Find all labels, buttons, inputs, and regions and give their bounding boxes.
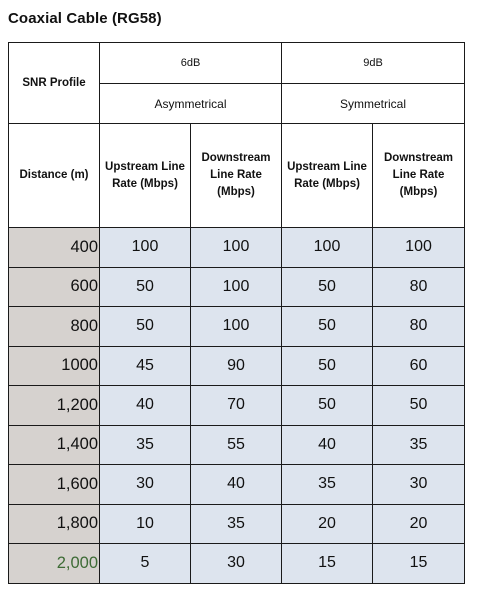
rate-cell: 40 bbox=[100, 386, 191, 426]
table-row bbox=[9, 346, 465, 386]
distance-cell: 1000 bbox=[9, 346, 100, 386]
distance-cell: 1,400 bbox=[9, 425, 100, 465]
rate-cell: 15 bbox=[282, 544, 373, 584]
rate-cell: 20 bbox=[282, 504, 373, 544]
snr-profile-label: SNR Profile bbox=[9, 43, 100, 124]
table-body bbox=[9, 228, 465, 584]
rate-cell: 80 bbox=[373, 307, 465, 347]
rate-cell: 90 bbox=[191, 346, 282, 386]
rate-cell: 10 bbox=[100, 504, 191, 544]
rate-cell: 40 bbox=[191, 465, 282, 505]
snr-6db-header: 6dB bbox=[100, 43, 282, 84]
rate-cell: 20 bbox=[373, 504, 465, 544]
rate-table bbox=[8, 42, 465, 584]
mode-asymmetrical-header: Asymmetrical bbox=[100, 84, 282, 124]
rate-cell: 30 bbox=[100, 465, 191, 505]
rate-cell: 40 bbox=[282, 425, 373, 465]
rate-cell: 35 bbox=[100, 425, 191, 465]
distance-cell: 600 bbox=[9, 267, 100, 307]
rate-cell: 15 bbox=[373, 544, 465, 584]
rate-cell: 50 bbox=[282, 307, 373, 347]
rate-cell: 50 bbox=[282, 386, 373, 426]
mode-symmetrical-header: Symmetrical bbox=[282, 84, 465, 124]
rate-cell: 80 bbox=[373, 267, 465, 307]
rate-cell: 50 bbox=[100, 267, 191, 307]
table-row bbox=[9, 386, 465, 426]
table-row bbox=[9, 425, 465, 465]
page-title: Coaxial Cable (RG58) bbox=[8, 10, 162, 27]
column-header: Upstream Line Rate (Mbps) bbox=[282, 124, 373, 228]
rate-cell: 50 bbox=[373, 386, 465, 426]
distance-column-header: Distance (m) bbox=[9, 124, 100, 228]
table-row bbox=[9, 307, 465, 347]
distance-cell: 1,600 bbox=[9, 465, 100, 505]
rate-cell: 35 bbox=[282, 465, 373, 505]
rate-cell: 70 bbox=[191, 386, 282, 426]
rate-cell: 30 bbox=[373, 465, 465, 505]
distance-cell: 2,000 bbox=[9, 544, 100, 584]
distance-cell: 1,200 bbox=[9, 386, 100, 426]
distance-cell: 1,800 bbox=[9, 504, 100, 544]
rate-cell: 35 bbox=[191, 504, 282, 544]
column-header: Downstream Line Rate (Mbps) bbox=[373, 124, 465, 228]
table-row bbox=[9, 267, 465, 307]
rate-cell: 5 bbox=[100, 544, 191, 584]
snr-9db-header: 9dB bbox=[282, 43, 465, 84]
column-header: Downstream Line Rate (Mbps) bbox=[191, 124, 282, 228]
rate-cell: 55 bbox=[191, 425, 282, 465]
rate-cell: 100 bbox=[100, 228, 191, 268]
rate-cell: 50 bbox=[100, 307, 191, 347]
table-row bbox=[9, 228, 465, 268]
rate-cell: 60 bbox=[373, 346, 465, 386]
rate-cell: 100 bbox=[282, 228, 373, 268]
table-row bbox=[9, 504, 465, 544]
column-header: Upstream Line Rate (Mbps) bbox=[100, 124, 191, 228]
rate-cell: 100 bbox=[191, 267, 282, 307]
rate-cell: 45 bbox=[100, 346, 191, 386]
distance-cell: 800 bbox=[9, 307, 100, 347]
distance-cell: 400 bbox=[9, 228, 100, 268]
rate-cell: 100 bbox=[191, 307, 282, 347]
table-row bbox=[9, 544, 465, 584]
rate-cell: 100 bbox=[191, 228, 282, 268]
rate-cell: 100 bbox=[373, 228, 465, 268]
rate-cell: 30 bbox=[191, 544, 282, 584]
rate-cell: 50 bbox=[282, 267, 373, 307]
rate-cell: 50 bbox=[282, 346, 373, 386]
rate-cell: 35 bbox=[373, 425, 465, 465]
table-row bbox=[9, 465, 465, 505]
